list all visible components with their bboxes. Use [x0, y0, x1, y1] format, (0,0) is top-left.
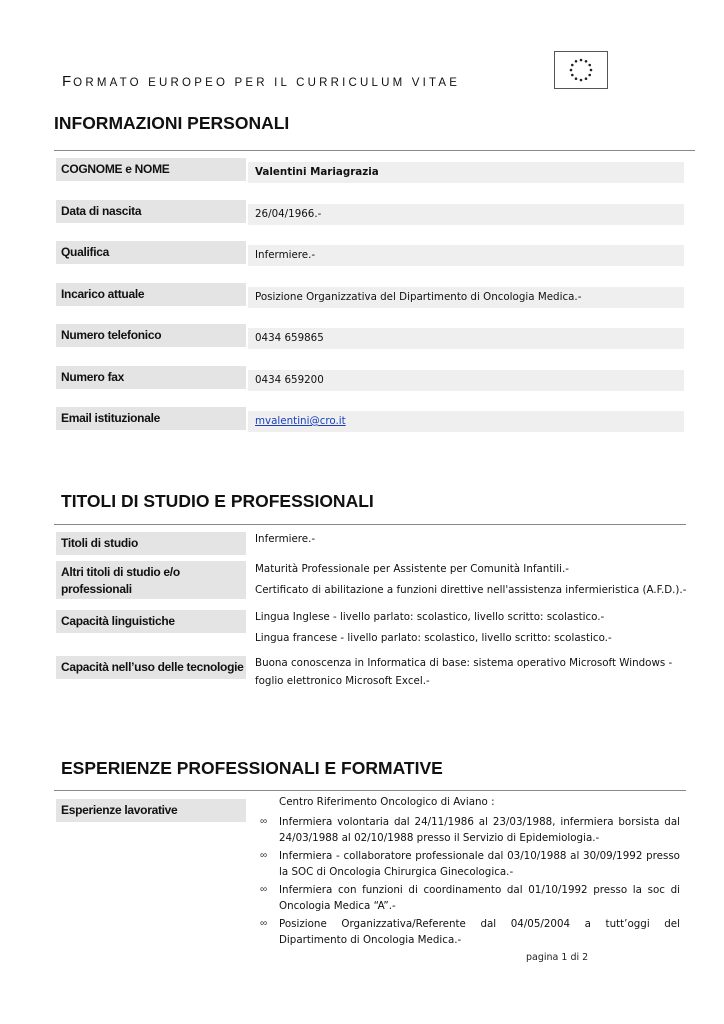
- email-link[interactable]: mvalentini@cro.it: [255, 415, 346, 427]
- label-nome: COGNOME e NOME: [56, 158, 246, 181]
- value-titoli-studio: Infermiere.-: [255, 533, 316, 545]
- value-qualifica: Infermiere.-: [248, 245, 684, 266]
- label-email: Email istituzionale: [56, 407, 246, 430]
- section-divider: [54, 790, 686, 791]
- bullet-icon: ∞: [260, 850, 268, 861]
- document-title: [62, 73, 460, 90]
- value-tecnologie-2: foglio elettronico Microsoft Excel.-: [255, 675, 430, 687]
- eu-flag-icon: [554, 51, 608, 89]
- label-titoli-studio: Titoli di studio: [56, 532, 246, 555]
- value-fax: 0434 659200: [248, 370, 684, 391]
- label-altri-titoli-line1: Altri titoli di studio e/o: [61, 565, 180, 579]
- page-number: pagina 1 di 2: [526, 952, 589, 963]
- label-altri-titoli: [56, 561, 246, 599]
- label-altri-titoli-line2: professionali: [61, 582, 132, 596]
- value-email-row: [248, 411, 684, 432]
- section-divider: [54, 150, 695, 151]
- experience-item: Infermiera volontaria dal 24/11/1986 al 23/03/1988, infermiera borsista dal 24/03/1988 al 02/10/1988 presso il Servizio di Epidemiologia.-: [279, 816, 680, 844]
- label-telefono: Numero telefonico: [56, 324, 246, 347]
- value-lingue-1: Lingua Inglese - livello parlato: scolastico, livello scritto: scolastico.-: [255, 611, 605, 623]
- value-data-nascita: 26/04/1966.-: [248, 204, 684, 225]
- value-telefono: 0434 659865: [248, 328, 684, 349]
- title-initial: F: [62, 73, 74, 90]
- label-tecnologie: Capacità nell’uso delle tecnologie: [56, 656, 246, 679]
- value-altri-titoli-1: Maturità Professionale per Assistente per Comunità Infantili.-: [255, 563, 569, 575]
- experience-item: Infermiera con funzioni di coordinamento dal 01/10/1992 presso la soc di Oncologia Medica “A”.-: [279, 884, 680, 912]
- section-heading-personal: INFORMAZIONI PERSONALI: [54, 113, 290, 133]
- label-data-nascita: Data di nascita: [56, 200, 246, 223]
- label-lingue: Capacità linguistiche: [56, 610, 246, 633]
- value-nome: Valentini Mariagrazia: [248, 162, 684, 183]
- title-rest: ORMATO EUROPEO PER IL CURRICULUM VITAE: [73, 77, 461, 89]
- label-esperienze: Esperienze lavorative: [56, 799, 246, 822]
- experience-intro: Centro Riferimento Oncologico di Aviano :: [279, 796, 495, 808]
- value-altri-titoli-2: Certificato di abilitazione a funzioni direttive nell'assistenza infermieristica (A.F.D.).-: [255, 584, 687, 596]
- section-heading-experience: ESPERIENZE PROFESSIONALI E FORMATIVE: [61, 758, 443, 778]
- label-fax: Numero fax: [56, 366, 246, 389]
- experience-item: Infermiera - collaboratore professionale dal 03/10/1988 al 30/09/1992 presso la SOC di Oncologia Chirurgica Ginecologica.-: [279, 850, 680, 878]
- bullet-icon: ∞: [260, 918, 268, 929]
- section-heading-studies: TITOLI DI STUDIO E PROFESSIONALI: [61, 491, 374, 511]
- experience-item: Posizione Organizzativa/Referente dal 04/05/2004 a tutt’oggi del Dipartimento di Oncologia Medica.-: [279, 918, 680, 946]
- value-tecnologie-1: Buona conoscenza in Informatica di base: sistema operativo Microsoft Windows -: [255, 657, 673, 669]
- label-qualifica: Qualifica: [56, 241, 246, 264]
- bullet-icon: ∞: [260, 816, 268, 827]
- value-incarico: Posizione Organizzativa del Dipartimento di Oncologia Medica.-: [248, 287, 684, 308]
- section-divider: [54, 524, 686, 525]
- bullet-icon: ∞: [260, 884, 268, 895]
- value-lingue-2: Lingua francese - livello parlato: scolastico, livello scritto: scolastico.-: [255, 632, 612, 644]
- label-incarico: Incarico attuale: [56, 283, 246, 306]
